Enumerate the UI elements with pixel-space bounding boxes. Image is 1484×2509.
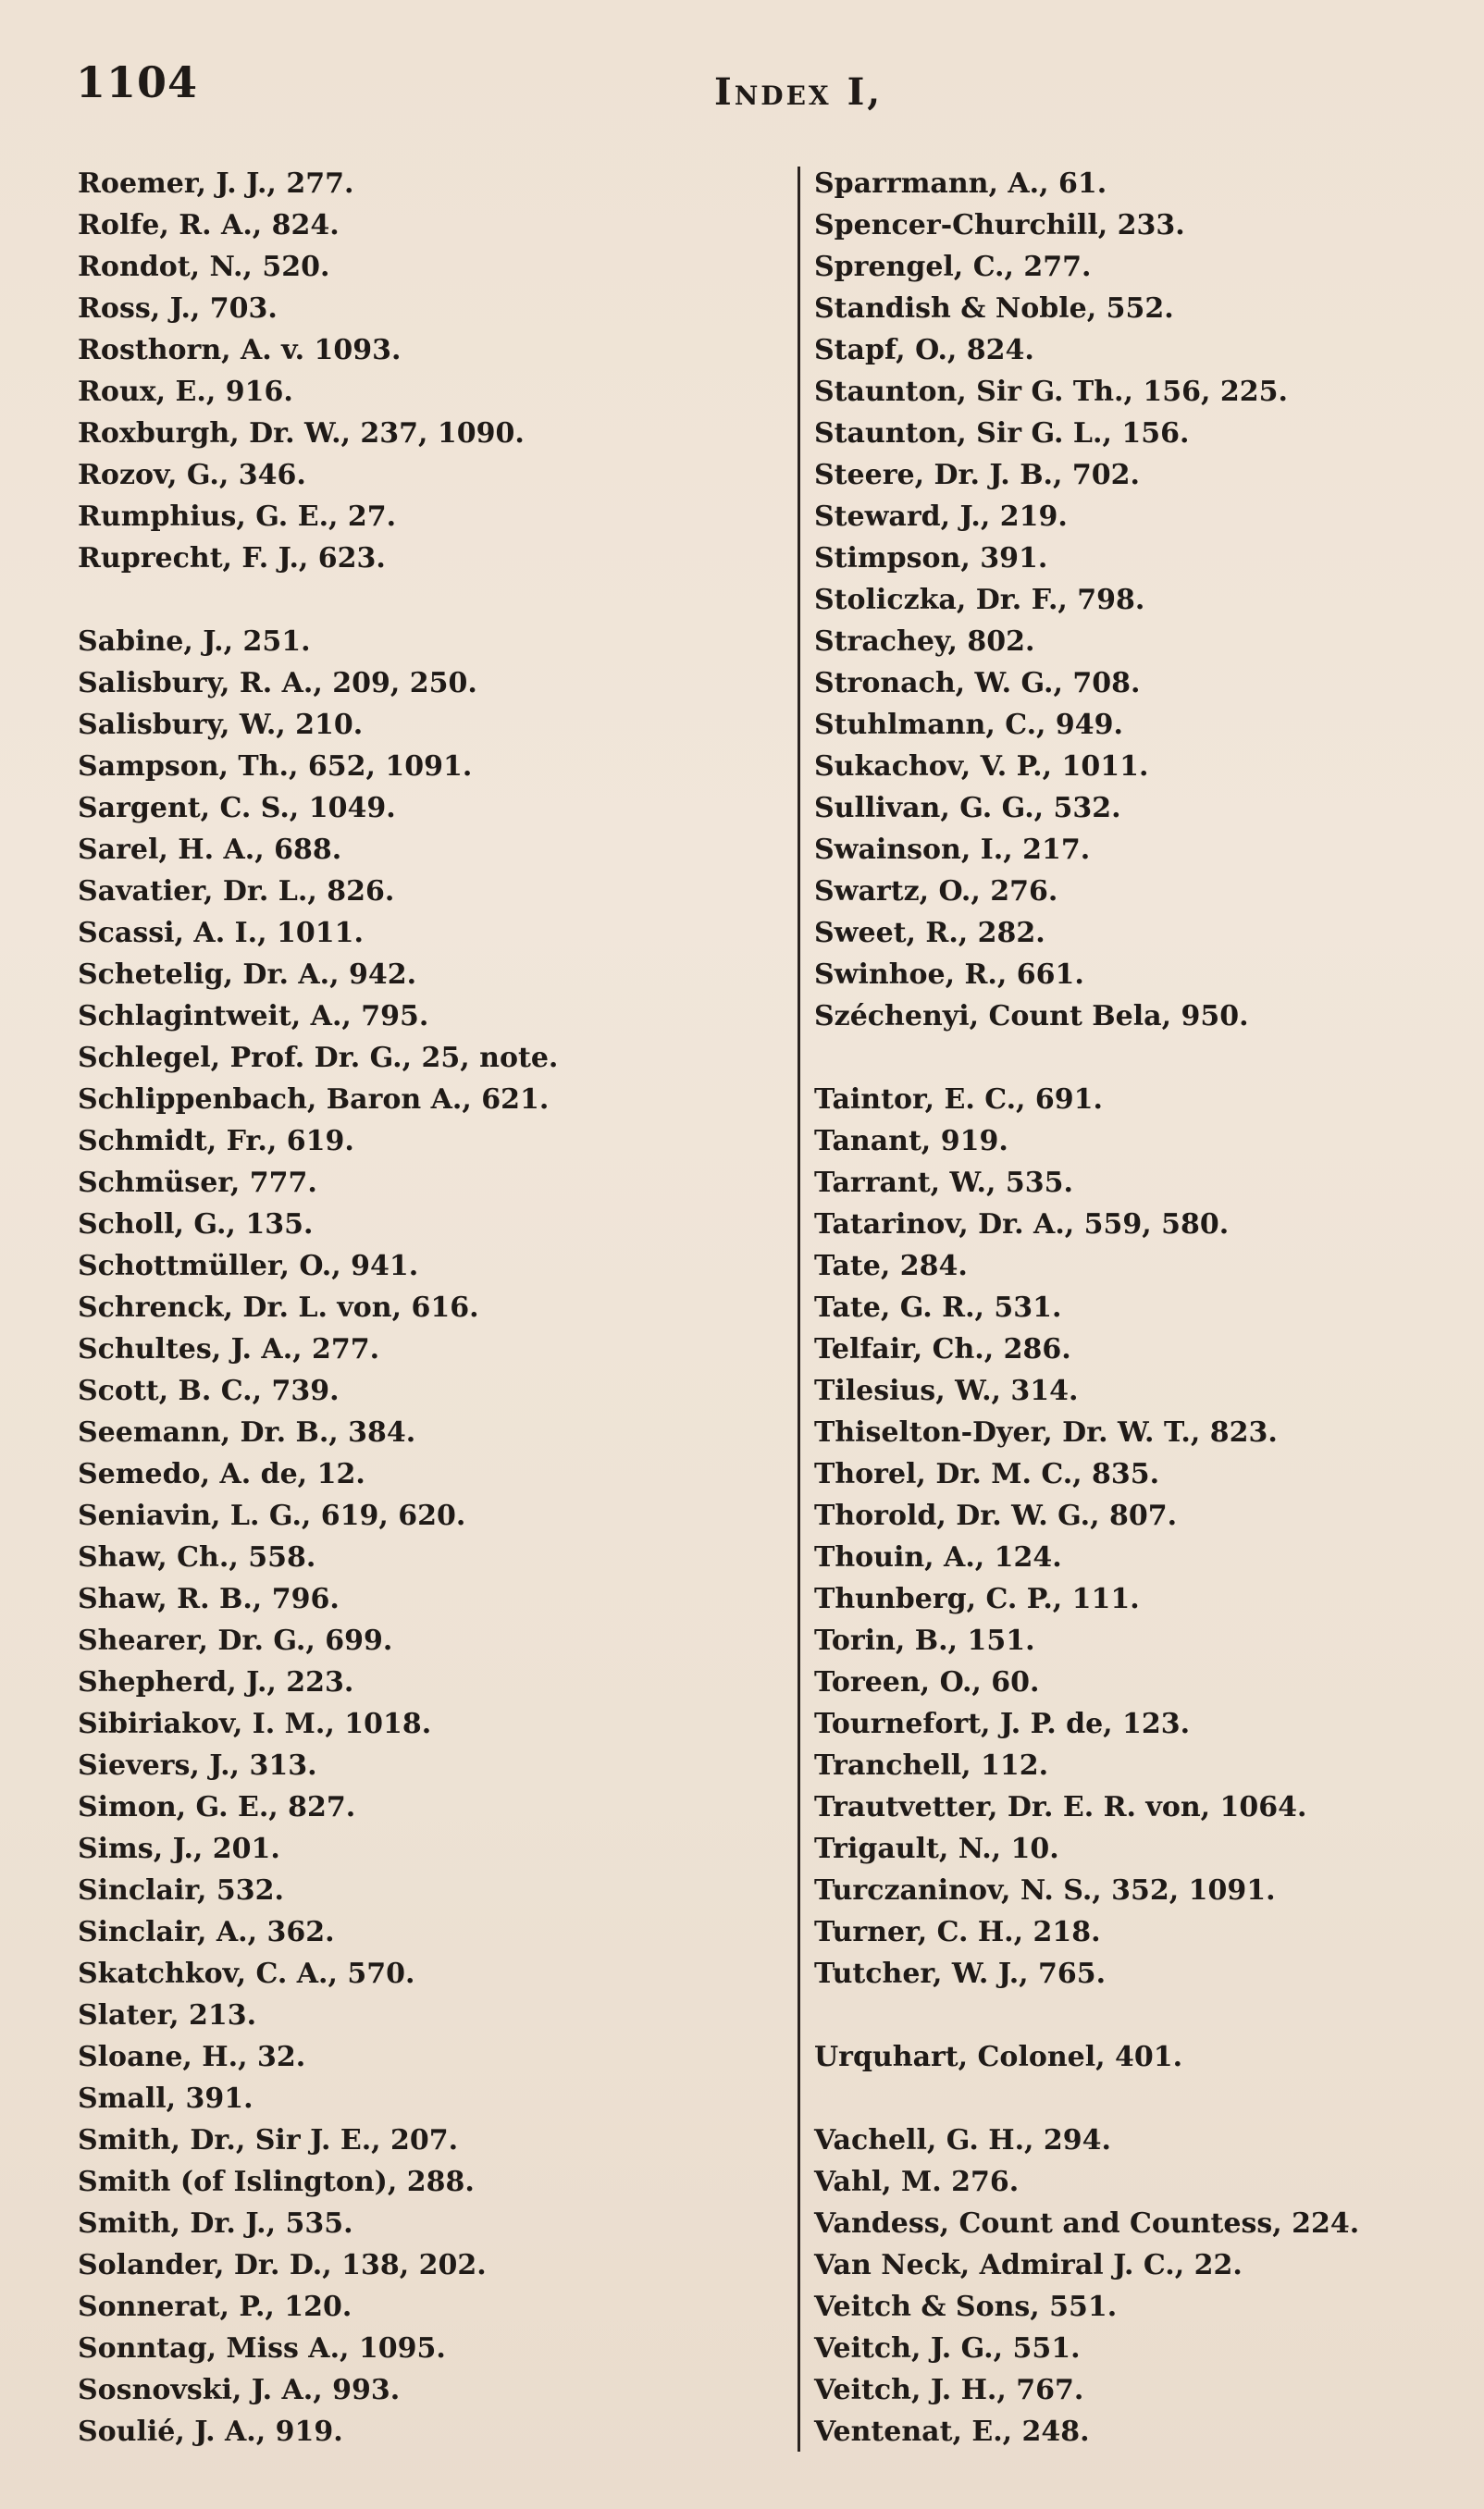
index-entry: Sabine, J., 251. [78,625,311,658]
index-entry: Staunton, Sir G. L., 156. [814,417,1190,450]
index-entry: Vandess, Count and Countess, 224. [814,2207,1360,2240]
index-entry: Smith, Dr., Sir J. E., 207. [78,2124,459,2157]
index-entry: Spencer-Churchill, 233. [814,209,1185,241]
index-entry: Schmidt, Fr., 619. [78,1125,354,1157]
index-entry: Veitch, J. G., 551. [814,2332,1081,2365]
index-entry: Tarrant, W., 535. [814,1167,1073,1199]
index-entry: Sukachov, V. P., 1011. [814,750,1149,783]
index-entry: Savatier, Dr. L., 826. [78,875,395,908]
index-entry: Shaw, Ch., 558. [78,1541,316,1574]
index-entry: Thunberg, C. P., 111. [814,1583,1140,1615]
index-entry: Stoliczka, Dr. F., 798. [814,584,1145,616]
index-entry: Rolfe, R. A., 824. [78,209,340,241]
index-entry: Tilesius, W., 314. [814,1375,1079,1407]
index-entry: Stimpson, 391. [814,542,1048,575]
index-entry: Rumphius, G. E., 27. [78,501,397,533]
index-entry: Soulié, J. A., 919. [78,2416,343,2448]
index-entry: Tate, G. R., 531. [814,1292,1062,1324]
index-entry: Sinclair, A., 362. [78,1916,335,1948]
index-entry: Toreen, O., 60. [814,1666,1040,1699]
index-entry: Seemann, Dr. B., 384. [78,1416,416,1449]
index-entry: Van Neck, Admiral J. C., 22. [814,2249,1243,2281]
index-entry: Sinclair, 532. [78,1874,284,1907]
running-head: Index I, [714,70,884,114]
index-entry: Swinhoe, R., 661. [814,958,1084,991]
section-gap [814,1995,1462,2036]
index-entry: Tranchell, 112. [814,1749,1049,1782]
index-entry: Tatarinov, Dr. A., 559, 580. [814,1208,1230,1241]
section-gap [78,579,781,621]
index-entry: Scassi, A. I., 1011. [78,917,364,949]
index-entry: Swartz, O., 276. [814,875,1058,908]
index-entry: Sievers, J., 313. [78,1749,317,1782]
index-entry: Steere, Dr. J. B., 702. [814,459,1140,491]
index-entry: Rondot, N., 520. [78,251,330,283]
index-entry: Rozov, G., 346. [78,459,306,491]
index-entry: Taintor, E. C., 691. [814,1083,1103,1116]
index-entry: Stuhlmann, C., 949. [814,709,1123,741]
index-entry: Smith, Dr. J., 535. [78,2207,353,2240]
index-entry: Tutcher, W. J., 765. [814,1958,1107,1990]
index-entry: Sloane, H., 32. [78,2041,306,2073]
index-entry: Torin, B., 151. [814,1625,1035,1657]
index-column-right [814,163,1462,2453]
index-entry: Turner, C. H., 218. [814,1916,1101,1948]
index-entry: Schrenck, Dr. L. von, 616. [78,1292,479,1324]
index-entry: Semedo, A. de, 12. [78,1458,365,1490]
index-entry: Thiselton-Dyer, Dr. W. T., 823. [814,1416,1278,1449]
column-divider [798,167,800,2452]
index-entry: Trigault, N., 10. [814,1833,1059,1865]
index-entry: Széchenyi, Count Bela, 950. [814,1000,1249,1032]
index-entry: Vachell, G. H., 294. [814,2124,1111,2157]
index-entry: Sargent, C. S., 1049. [78,792,396,824]
index-entry: Shepherd, J., 223. [78,1666,354,1699]
index-entry: Thorel, Dr. M. C., 835. [814,1458,1160,1490]
index-entry: Ruprecht, F. J., 623. [78,542,386,575]
index-entry: Schlippenbach, Baron A., 621. [78,1083,550,1116]
page-number: 1104 [76,57,199,107]
index-entry: Skatchkov, C. A., 570. [78,1958,415,1990]
index-entry: Tanant, 919. [814,1125,1008,1157]
index-entry: Sprengel, C., 277. [814,251,1092,283]
index-entry: Urquhart, Colonel, 401. [814,2041,1183,2073]
index-entry: Staunton, Sir G. Th., 156, 225. [814,376,1288,408]
index-entry: Rosthorn, A. v. 1093. [78,334,402,366]
index-entry: Scott, B. C., 739. [78,1375,340,1407]
index-entry: Telfair, Ch., 286. [814,1333,1071,1366]
index-entry: Shaw, R. B., 796. [78,1583,340,1615]
index-entry: Turczaninov, N. S., 352, 1091. [814,1874,1276,1907]
index-entry: Sosnovski, J. A., 993. [78,2374,401,2406]
index-entry: Small, 391. [78,2083,254,2115]
index-entry: Sweet, R., 282. [814,917,1045,949]
index-entry: Trautvetter, Dr. E. R. von, 1064. [814,1791,1307,1823]
index-entry: Scholl, G., 135. [78,1208,314,1241]
index-entry: Schlegel, Prof. Dr. G., 25, note. [78,1042,559,1074]
index-entry: Vahl, M. 276. [814,2166,1020,2198]
index-entry: Schetelig, Dr. A., 942. [78,958,417,991]
index-entry: Schultes, J. A., 277. [78,1333,380,1366]
index-entry: Shearer, Dr. G., 699. [78,1625,393,1657]
index-entry: Roxburgh, Dr. W., 237, 1090. [78,417,525,450]
index-entry: Sims, J., 201. [78,1833,280,1865]
index-entry: Sonnerat, P., 120. [78,2291,352,2323]
section-gap [814,2078,1462,2120]
index-entry: Sibiriakov, I. M., 1018. [78,1708,432,1740]
index-entry: Ross, J., 703. [78,292,278,325]
index-entry: Salisbury, W., 210. [78,709,364,741]
index-entry: Ventenat, E., 248. [814,2416,1090,2448]
index-entry: Salisbury, R. A., 209, 250. [78,667,477,699]
index-entry: Stronach, W. G., 708. [814,667,1141,699]
index-column-left [78,163,781,2453]
index-entry: Simon, G. E., 827. [78,1791,356,1823]
index-entry: Veitch & Sons, 551. [814,2291,1118,2323]
index-entry: Schlagintweit, A., 795. [78,1000,429,1032]
index-entry: Sarel, H. A., 688. [78,834,342,866]
index-entry: Schmüser, 777. [78,1167,317,1199]
index-entry: Slater, 213. [78,1999,257,2032]
index-entry: Swainson, I., 217. [814,834,1091,866]
index-entry: Thorold, Dr. W. G., 807. [814,1500,1178,1532]
index-entry: Sullivan, G. G., 532. [814,792,1121,824]
index-entry: Sparrmann, A., 61. [814,167,1107,200]
index-entry: Sampson, Th., 652, 1091. [78,750,473,783]
index-entry: Sonntag, Miss A., 1095. [78,2332,446,2365]
index-entry: Stapf, O., 824. [814,334,1034,366]
section-gap [814,1037,1462,1079]
index-entry: Roemer, J. J., 277. [78,167,354,200]
index-entry: Veitch, J. H., 767. [814,2374,1084,2406]
index-entry: Solander, Dr. D., 138, 202. [78,2249,487,2281]
index-entry: Strachey, 802. [814,625,1035,658]
index-entry: Tate, 284. [814,1250,968,1282]
index-entry: Thouin, A., 124. [814,1541,1062,1574]
index-entry: Seniavin, L. G., 619, 620. [78,1500,466,1532]
index-entry: Tournefort, J. P. de, 123. [814,1708,1191,1740]
index-entry: Schottmüller, O., 941. [78,1250,419,1282]
index-entry: Smith (of Islington), 288. [78,2166,475,2198]
index-entry: Standish & Noble, 552. [814,292,1174,325]
index-entry: Steward, J., 219. [814,501,1068,533]
index-entry: Roux, E., 916. [78,376,293,408]
